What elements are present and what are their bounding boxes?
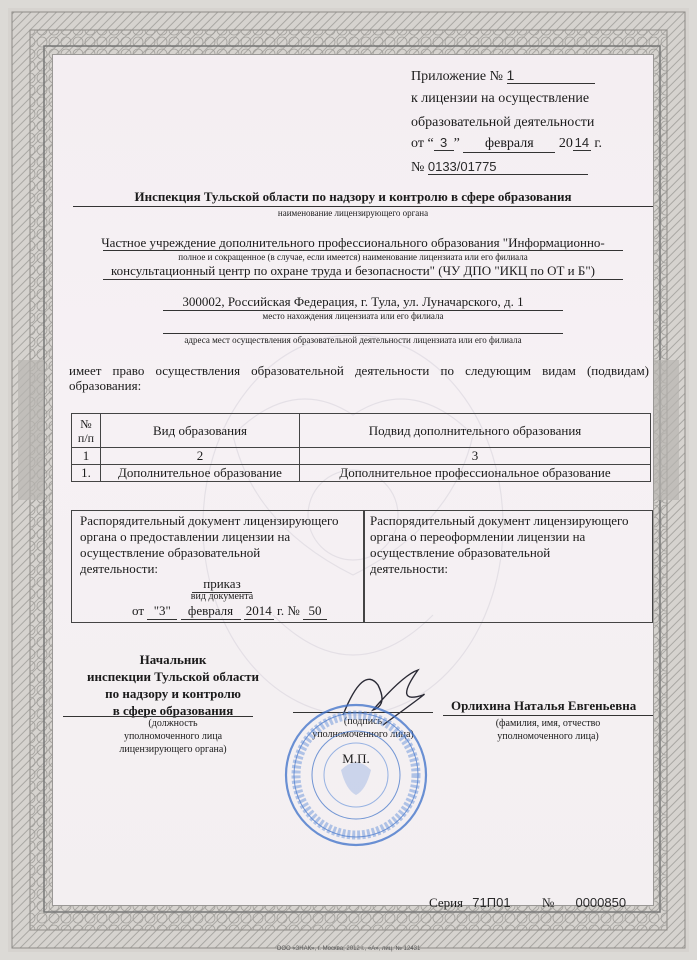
rights-text-2: образования: [69, 378, 142, 393]
document-body [52, 54, 654, 910]
series-number: 0000850 [575, 895, 627, 910]
doc-type-caption: вид документа [190, 591, 254, 602]
doc-type: приказ [172, 576, 272, 593]
signature-caption: (подпись уполномоченного лица) [312, 716, 414, 740]
appendix-line2: образовательной деятельности [411, 115, 595, 130]
doc-right-text: Распорядительный документ лицензирующего органа о переоформлении лицензии на осуществление образовательной деятельности: [370, 513, 629, 576]
signatory-position: Начальник инспекции Тульской области по надзору и контролю в сфере образования [86, 652, 260, 718]
header-kind: Вид образования [101, 414, 300, 448]
header-subkind: Подвид дополнительного образования [300, 414, 651, 448]
series-value: 71П01 [472, 895, 511, 910]
col-num-2: 2 [101, 448, 300, 465]
authority-caption: наименование лицензирующего органа [277, 208, 429, 218]
position-caption: (должность уполномоченного лица лицензирующего органа) [119, 718, 227, 755]
mp-label: М.П. [342, 751, 370, 766]
licensee-line1: Частное учреждение дополнительного профессионального образования "Информационно- [101, 235, 605, 250]
doc-left-box [71, 510, 365, 623]
date-day: 3 [434, 135, 454, 151]
license-number: 0133/01775 [428, 159, 588, 175]
appendix-date: от “ 3 ” февраля 20 14 г. [411, 135, 603, 151]
printer-note: ООО «ЗНАК», г. Москва, 2012 г., «А», лиц. № 12431 [276, 946, 421, 952]
licensee-address: 300002, Российская Федерация, г. Тула, ул. Луначарского, д. 1 [182, 294, 524, 309]
licensee-caption: полное и сокращенное (в случае, если имеется) наименование лицензиата или его филиала [178, 252, 528, 262]
row-subkind: Дополнительное профессиональное образование [300, 465, 651, 482]
name-caption: (фамилия, имя, отчество уполномоченного лица) [495, 718, 601, 742]
education-types-table [71, 413, 651, 482]
appendix-label: Приложение № 1 [411, 67, 595, 85]
doc-date-number: от "3" февраля 2014 г. № 50 [132, 603, 327, 620]
date-year: 14 [574, 135, 590, 150]
licensee-underline1 [103, 250, 623, 251]
license-number-line: № 0133/01775 [411, 159, 588, 176]
col-num-3: 3 [300, 448, 651, 465]
date-month: февраля [463, 136, 555, 153]
signatory-name: Орлихина Наталья Евгеньевна [451, 698, 637, 713]
doc-right-box [363, 510, 653, 623]
header-no: № п/п [72, 414, 101, 448]
appendix-number: 1 [507, 67, 595, 84]
official-seal [281, 700, 431, 850]
places-caption: адреса мест осуществления образовательной деятельности лицензиата или его филиала [184, 335, 522, 345]
series-block: Серия 71П01 № 0000850 [429, 895, 627, 910]
authority-name: Инспекция Тульской области по надзору и контролю в сфере образования [134, 189, 572, 204]
licensee-underline2 [103, 279, 623, 280]
places-underline [163, 333, 563, 334]
address-caption: место нахождения лицензиата или его филиала [262, 311, 444, 321]
col-num-1: 1 [72, 448, 101, 465]
appendix-line1: к лицензии на осуществление [411, 91, 590, 106]
doc-left-text: Распорядительный документ лицензирующего органа о предоставлении лицензии на осуществление образовательной деятельности: [80, 513, 339, 576]
rights-text-1: имеет право осуществления образовательной деятельности по следующим видам (подвидам) [69, 363, 649, 378]
table-row [72, 465, 651, 482]
authority-underline [73, 206, 653, 207]
licensee-line2: консультационный центр по охране труда и безопасности" (ЧУ ДПО "ИКЦ по ОТ и Б") [111, 263, 595, 278]
name-underline [443, 715, 653, 716]
row-no: 1. [72, 465, 101, 482]
row-kind: Дополнительное образование [101, 465, 300, 482]
